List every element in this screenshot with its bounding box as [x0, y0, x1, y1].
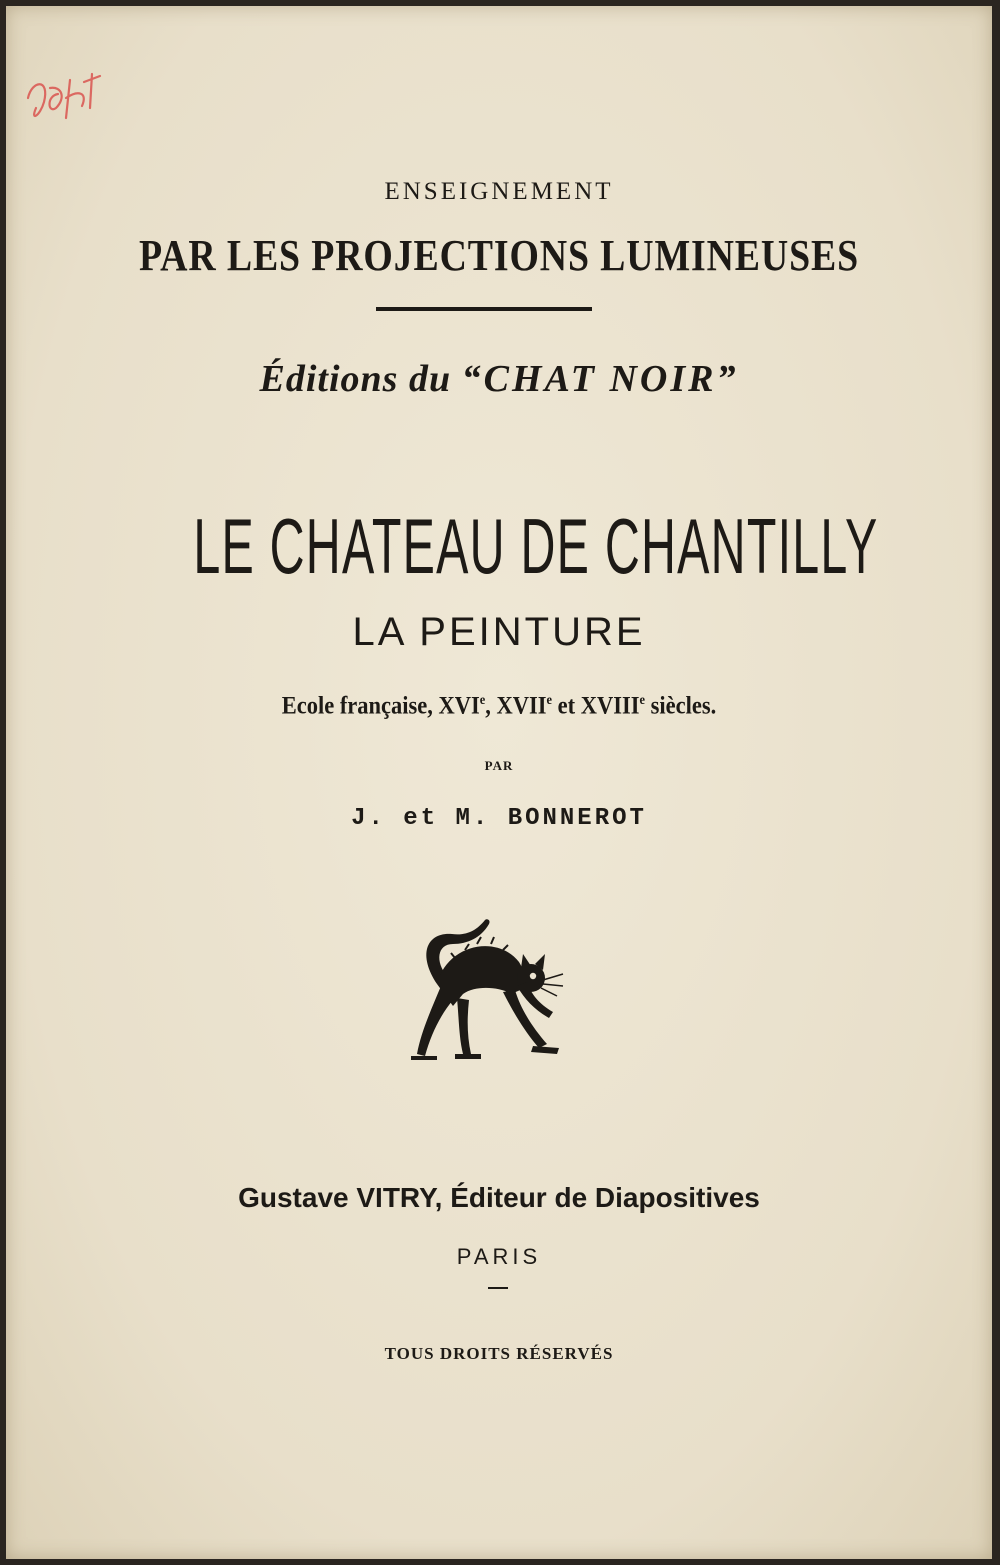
rights-notice: TOUS DROITS RÉSERVÉS: [384, 1344, 614, 1363]
divider: [376, 307, 592, 311]
period-mid: et XVIII: [552, 692, 640, 720]
publisher: Gustave VITRY, Éditeur de Diapositives: [238, 1182, 760, 1213]
authors: J. et M. BONNEROT: [351, 805, 647, 832]
header-main: PAR LES PROJECTIONS LUMINEUSES: [138, 231, 860, 280]
period-sup: e: [546, 692, 553, 707]
period-sup: e: [479, 692, 486, 707]
period-line: [55, 692, 942, 720]
period-sup: e: [639, 692, 646, 707]
by-label: PAR: [484, 758, 514, 773]
page-title: LE CHATEAU DE CHANTILLY: [193, 502, 879, 590]
black-cat-icon: [407, 914, 567, 1064]
period-prefix: Ecole française, XVI: [281, 692, 480, 720]
subtitle: LA PEINTURE: [352, 610, 646, 654]
handwritten-mark-icon: [22, 68, 108, 128]
edition-name: “CHAT NOIR”: [461, 358, 739, 400]
edition-line: [6, 357, 992, 401]
period-suffix: siècles.: [645, 692, 717, 720]
period-mid: , XVII: [485, 692, 547, 720]
document-page: [6, 6, 992, 1559]
header-top: ENSEIGNEMENT: [384, 178, 614, 205]
small-divider: [488, 1287, 508, 1289]
city: PARIS: [456, 1244, 542, 1269]
edition-prefix: Éditions du: [259, 358, 452, 400]
